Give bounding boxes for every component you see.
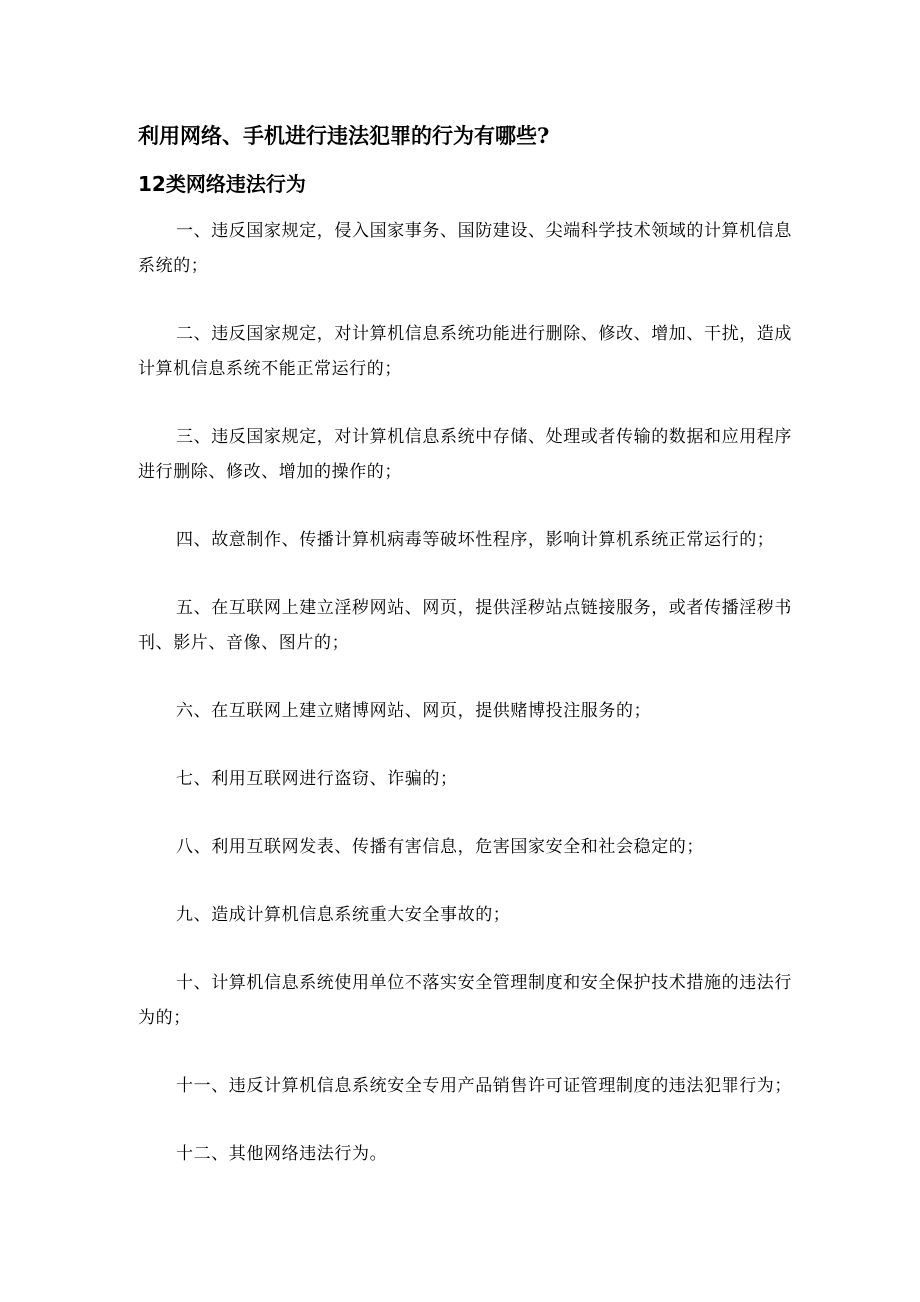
violation-list (138, 214, 798, 1205)
list-item: 九、造成计算机信息系统重大安全事故的； (176, 905, 511, 925)
document-title: 利用网络、手机进行违法犯罪的行为有哪些? (138, 123, 550, 148)
list-item: 七、利用互联网进行盗窃、诈骗的； (176, 769, 458, 789)
list-item: 十、计算机信息系统使用单位不落实安全管理制度和安全保护技术措施的违法行为的； (138, 973, 792, 1028)
list-item: 六、在互联网上建立赌博网站、网页，提供赌博投注服务的； (176, 701, 652, 721)
list-item: 五、在互联网上建立淫秽网站、网页，提供淫秽站点链接服务，或者传播淫秽书刊、影片、音像、图片的； (138, 598, 792, 653)
list-item: 二、违反国家规定，对计算机信息系统功能进行删除、修改、增加、干扰，造成计算机信息系统不能正常运行的； (138, 324, 792, 379)
list-item: 十二、其他网络违法行为。 (176, 1144, 388, 1164)
list-item: 八、利用互联网发表、传播有害信息，危害国家安全和社会稳定的； (176, 837, 704, 857)
list-item: 三、违反国家规定，对计算机信息系统中存储、处理或者传输的数据和应用程序进行删除、修改、增加的操作的； (138, 427, 792, 482)
list-item: 一、违反国家规定，侵入国家事务、国防建设、尖端科学技术领域的计算机信息系统的； (138, 221, 792, 276)
list-item: 十一、违反计算机信息系统安全专用产品销售许可证管理制度的违法犯罪行为； (176, 1076, 792, 1096)
document-subtitle: 12类网络违法行为 (138, 172, 306, 196)
list-item: 四、故意制作、传播计算机病毒等破坏性程序，影响计算机系统正常运行的； (176, 530, 775, 550)
